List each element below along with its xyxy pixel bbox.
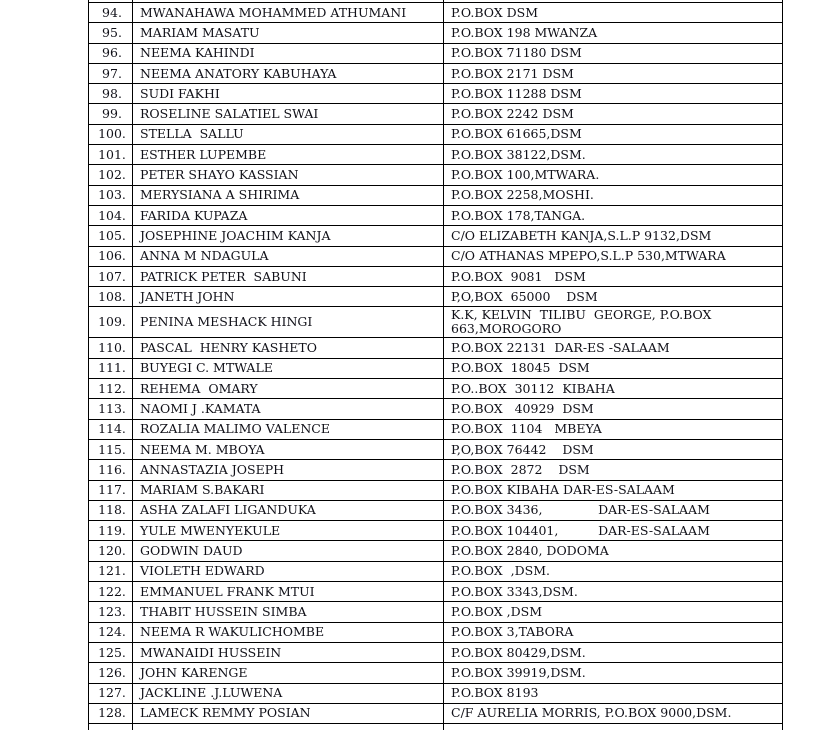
table-row [89, 399, 783, 419]
address-cell: P.O.BOX 39919,DSM. [444, 663, 783, 683]
row-number-cell: 127. [89, 683, 133, 703]
table-row [89, 23, 783, 43]
row-number-cell: 121. [89, 561, 133, 581]
address-cell: P.O.BOX 9081 DSM [444, 266, 783, 286]
address-cell: P.O.BOX 104401, DAR-ES-SALAAM [444, 521, 783, 541]
row-number-cell: 117. [89, 480, 133, 500]
table-row [89, 266, 783, 286]
address-cell: P.O.BOX 100,MTWARA. [444, 165, 783, 185]
table-row [89, 84, 783, 104]
address-cell: K.K, KELVIN TILIBU GEORGE, P.O.BOX 663,MOROGORO [444, 307, 783, 338]
row-number-cell: 101. [89, 145, 133, 165]
name-cell: MWANAIDI HUSSEIN [133, 642, 444, 662]
address-cell: P.O.BOX 198 MWANZA [444, 23, 783, 43]
table-row [89, 43, 783, 63]
table-row [89, 460, 783, 480]
table-row [89, 541, 783, 561]
row-number-cell: 102. [89, 165, 133, 185]
table-row [89, 226, 783, 246]
name-cell: MARIAM MASATU [133, 23, 444, 43]
name-cell: GODWIN DAUD [133, 541, 444, 561]
row-number-cell: 118. [89, 500, 133, 520]
address-cell [444, 724, 783, 730]
table-row [89, 358, 783, 378]
row-number-cell: 109. [89, 307, 133, 338]
address-cell: P.O.BOX 3,TABORA [444, 622, 783, 642]
row-number-cell: 106. [89, 246, 133, 266]
address-cell: P.O..BOX 30112 KIBAHA [444, 379, 783, 399]
table-row [89, 124, 783, 144]
name-cell: LAMECK REMMY POSIAN [133, 703, 444, 723]
name-cell: EMMANUEL FRANK MTUI [133, 582, 444, 602]
row-number-cell: 123. [89, 602, 133, 622]
address-cell: P,O,BOX 65000 DSM [444, 287, 783, 307]
name-cell: JOSEPHINE JOACHIM KANJA [133, 226, 444, 246]
table-row [89, 582, 783, 602]
address-cell: P.O.BOX KIBAHA DAR-ES-SALAAM [444, 480, 783, 500]
row-number-cell: 104. [89, 205, 133, 225]
name-cell: PETER SHAYO KASSIAN [133, 165, 444, 185]
table-row [89, 561, 783, 581]
address-cell: P.O.BOX ,DSM [444, 602, 783, 622]
name-cell: PENINA MESHACK HINGI [133, 307, 444, 338]
row-number-cell: 103. [89, 185, 133, 205]
address-table [88, 0, 783, 730]
row-number-cell: 100. [89, 124, 133, 144]
address-cell: P.O.BOX 71180 DSM [444, 43, 783, 63]
table-row [89, 3, 783, 23]
row-number-cell: 110. [89, 338, 133, 358]
name-cell: ROSELINE SALATIEL SWAI [133, 104, 444, 124]
table-row [89, 63, 783, 83]
address-cell: P.O.BOX 61665,DSM [444, 124, 783, 144]
table-row [89, 602, 783, 622]
name-cell: PATRICK PETER SABUNI [133, 266, 444, 286]
name-cell: SUDI FAKHI [133, 84, 444, 104]
row-number-cell: 94. [89, 3, 133, 23]
address-cell: P.O.BOX 178,TANGA. [444, 205, 783, 225]
address-cell: P.O.BOX ,DSM. [444, 561, 783, 581]
name-cell: PASCAL HENRY KASHETO [133, 338, 444, 358]
row-number-cell: 116. [89, 460, 133, 480]
name-cell: FARIDA KUPAZA [133, 205, 444, 225]
row-number-cell: 119. [89, 521, 133, 541]
row-number-cell [89, 724, 133, 730]
row-number-cell: 115. [89, 439, 133, 459]
name-cell: VIOLETH EDWARD [133, 561, 444, 581]
row-number-cell: 95. [89, 23, 133, 43]
name-cell: JOHN KARENGE [133, 663, 444, 683]
row-number-cell: 111. [89, 358, 133, 378]
address-cell: P.O.BOX 1104 MBEYA [444, 419, 783, 439]
name-cell: ANNA M NDAGULA [133, 246, 444, 266]
table-row [89, 439, 783, 459]
name-cell: YULE MWENYEKULE [133, 521, 444, 541]
name-cell: NEEMA KAHINDI [133, 43, 444, 63]
row-number-cell: 108. [89, 287, 133, 307]
row-number-cell: 125. [89, 642, 133, 662]
address-cell: P.O.BOX 2242 DSM [444, 104, 783, 124]
address-cell: C/O ELIZABETH KANJA,S.L.P 9132,DSM [444, 226, 783, 246]
table-row [89, 663, 783, 683]
address-cell: P.O.BOX 8193 [444, 683, 783, 703]
row-number-cell: 107. [89, 266, 133, 286]
name-cell: REHEMA OMARY [133, 379, 444, 399]
table-row [89, 185, 783, 205]
address-cell: P.O.BOX 2258,MOSHI. [444, 185, 783, 205]
name-cell: ANNASTAZIA JOSEPH [133, 460, 444, 480]
name-cell: ASHA ZALAFI LIGANDUKA [133, 500, 444, 520]
address-cell: P.O.BOX 3436, DAR-ES-SALAAM [444, 500, 783, 520]
address-cell: P.O.BOX 11288 DSM [444, 84, 783, 104]
name-cell: THABIT HUSSEIN SIMBA [133, 602, 444, 622]
address-cell: P.O.BOX DSM [444, 3, 783, 23]
table-row [89, 500, 783, 520]
table-row [89, 165, 783, 185]
name-cell: ROZALIA MALIMO VALENCE [133, 419, 444, 439]
name-cell: JANETH JOHN [133, 287, 444, 307]
row-number-cell: 120. [89, 541, 133, 561]
table-row [89, 419, 783, 439]
address-cell: P.O.BOX 40929 DSM [444, 399, 783, 419]
address-cell: P.O.BOX 80429,DSM. [444, 642, 783, 662]
name-cell: MARIAM S.BAKARI [133, 480, 444, 500]
row-number-cell: 97. [89, 63, 133, 83]
table-row [89, 521, 783, 541]
address-cell: P.O.BOX 22131 DAR-ES -SALAAM [444, 338, 783, 358]
table-row [89, 642, 783, 662]
address-cell: C/F AURELIA MORRIS, P.O.BOX 9000,DSM. [444, 703, 783, 723]
name-cell: NEEMA M. MBOYA [133, 439, 444, 459]
table-row [89, 338, 783, 358]
row-number-cell: 99. [89, 104, 133, 124]
table-row [89, 104, 783, 124]
address-cell: P.O.BOX 18045 DSM [444, 358, 783, 378]
row-number-cell: 98. [89, 84, 133, 104]
table-row [89, 480, 783, 500]
address-cell: C/O ATHANAS MPEPO,S.L.P 530,MTWARA [444, 246, 783, 266]
name-cell: MWANAHAWA MOHAMMED ATHUMANI [133, 3, 444, 23]
table-row [89, 145, 783, 165]
row-number-cell: 126. [89, 663, 133, 683]
name-cell: NAOMI J .KAMATA [133, 399, 444, 419]
name-cell: NEEMA R WAKULICHOMBE [133, 622, 444, 642]
row-number-cell: 96. [89, 43, 133, 63]
address-cell: P.O.BOX 2872 DSM [444, 460, 783, 480]
row-number-cell: 124. [89, 622, 133, 642]
row-number-cell: 112. [89, 379, 133, 399]
table-row [89, 205, 783, 225]
table-row [89, 287, 783, 307]
row-number-cell: 128. [89, 703, 133, 723]
address-cell: P.O.BOX 38122,DSM. [444, 145, 783, 165]
name-cell: MERYSIANA A SHIRIMA [133, 185, 444, 205]
row-number-cell: 114. [89, 419, 133, 439]
name-cell: ESTHER LUPEMBE [133, 145, 444, 165]
address-cell: P.O.BOX 2171 DSM [444, 63, 783, 83]
name-cell [133, 724, 444, 730]
row-number-cell: 122. [89, 582, 133, 602]
table-row [89, 683, 783, 703]
row-number-cell: 105. [89, 226, 133, 246]
table-row [89, 622, 783, 642]
table-row-clipped-bottom [89, 724, 783, 730]
address-cell: P.O.BOX 2840, DODOMA [444, 541, 783, 561]
name-cell: BUYEGI C. MTWALE [133, 358, 444, 378]
address-cell: P,O,BOX 76442 DSM [444, 439, 783, 459]
table-row [89, 307, 783, 338]
table-row [89, 379, 783, 399]
table-row [89, 703, 783, 723]
name-cell: NEEMA ANATORY KABUHAYA [133, 63, 444, 83]
address-cell: P.O.BOX 3343,DSM. [444, 582, 783, 602]
row-number-cell: 113. [89, 399, 133, 419]
name-cell: JACKLINE .J.LUWENA [133, 683, 444, 703]
name-cell: STELLA SALLU [133, 124, 444, 144]
table-row [89, 246, 783, 266]
